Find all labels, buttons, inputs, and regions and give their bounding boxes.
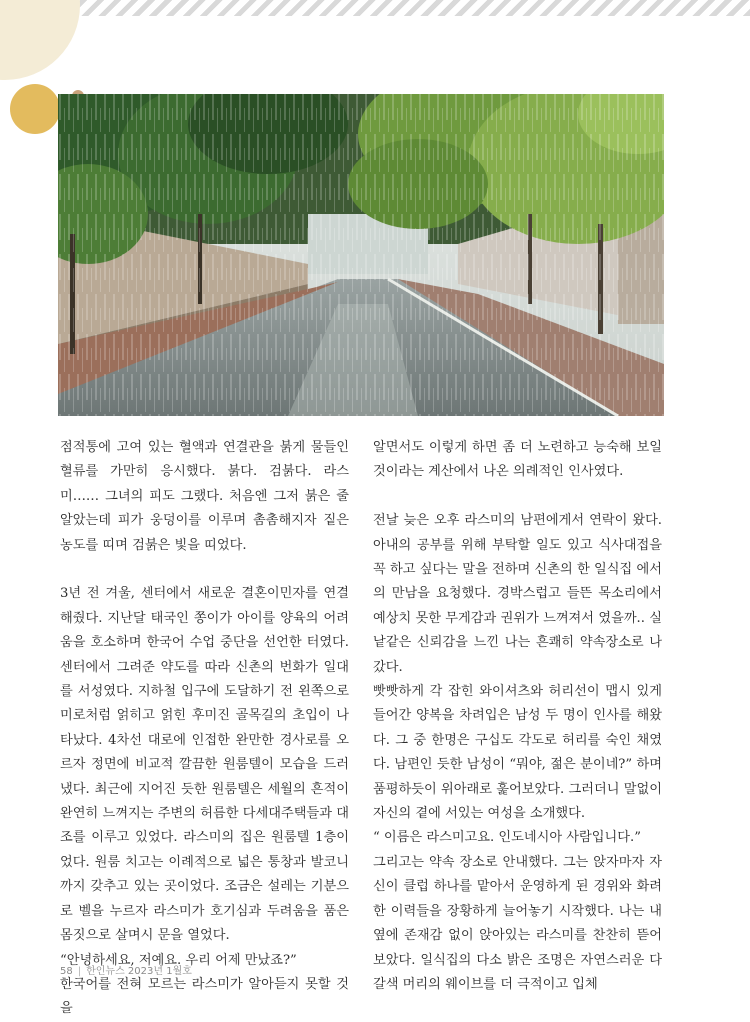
paragraph: 전날 늦은 오후 라스미의 남편에게서 연락이 왔다. 아내의 공부를 위해 부탁할 일도 있고 식사대접을 꼭 하고 싶다는 말을 전하며 신촌의 한 일식집 에서의 만남을 요청했다. 경박스럽고 들뜬 목소리에서 예상치 못한 무게감과 권위가 느껴져서 였을까.. 실낱같은 신뢰감을 느낀 나는 흔쾌히 약속장소로 나갔다. [373,513,662,675]
left-text-column [60,436,349,1022]
decorative-circle-large [0,0,80,80]
paragraph: 한국어를 전혀 모르는 라스미가 알아듣지 못할 것을 [60,976,349,1017]
decorative-circle-gold [10,84,60,134]
page-footer [60,962,192,977]
paragraph: 3년 전 겨울, 센터에서 새로운 결혼이민자를 연결해줬다. 지난달 태국인 쫑이가 아이를 양육의 어려움을 호소하며 한국어 수업 중단을 선언한 터였다. 센터에서 그려준 약도를 따라 신촌의 번화가 일대를 서성였다. 지하철 입구에 도달하기 전 왼쪽으로 미로처럼 얽히고 얽힌 후미진 골목길의 초입이 나타났다. 4차선 대로에 인접한 완만한 경사로를 오르자 정면에 비교적 깔끔한 원룸텔이 모습을 드러냈다. 최근에 지어진 듯한 원룸텔은 세월의 흔적이 완연히 느껴지는 주변의 허름한 다세대주택들과 대조를 이루고 있었다. 라스미의 집은 원룸텔 1층이었다. 원룸 치고는 이례적으로 넓은 통창과 발코니까지 갖추고 있는 곳이었다. 조금은 설레는 기분으로 벨을 누르자 라스미가 호기심과 두려움을 품은 몸짓으로 살며시 문을 열었다. [60,586,349,944]
rainy-street-photo [58,94,664,416]
paragraph: 빳빳하게 각 잡힌 와이셔츠와 허리선이 맵시 있게 들어간 양복을 차려입은 남성 두 명이 인사를 해왔다. 그 중 한명은 구십도 각도로 허리를 숙인 채였다. 남편인 듯한 남성이 “뭐야, 젊은 분이네?” 하며 품평하듯이 위아래로 훑어보았다. 그러더니 말없이 자신의 곁에 서있는 여성을 소개했다. [373,684,662,822]
right-text-column [373,436,662,997]
top-stripe-border [0,0,750,16]
paragraph: 점적통에 고여 있는 혈액과 연결관을 붉게 물들인 혈류를 가만히 응시했다. 붉다. 검붉다. 라스미…… 그녀의 피도 그랬다. 처음엔 그저 붉은 줄 알았는데 피가 웅덩이를 이루며 촘촘해지자 짙은 농도를 띠며 검붉은 빛을 띠었다. [60,440,349,553]
page-number: 58 [60,966,73,977]
paragraph: 알면서도 이렇게 하면 좀 더 노련하고 능숙해 보일 것이라는 계산에서 나온 의례적인 인사였다. [373,440,662,480]
footer-separator: | [77,966,82,977]
dialogue-line: “ 이름은 라스미고요. 인도네시아 사람입니다.” [373,830,641,846]
dialogue-line: “안녕하세요, 저예요. 우리 어제 만났죠?” [60,952,297,968]
paragraph: 그리고는 약속 장소로 안내했다. 그는 앉자마자 자신이 클럽 하나를 맡아서 운영하게 된 경위와 화려한 이력들을 장황하게 늘어놓기 시작했다. 나는 내 옆에 존재감 없이 앉아있는 라스미를 찬찬히 뜯어보았다. 일식집의 다소 밝은 조명은 자연스러운 다갈색 머리의 웨이브를 더 극적이고 입체 [373,854,662,992]
publication-info: 한인뉴스 2023년 1월호 [86,966,192,977]
